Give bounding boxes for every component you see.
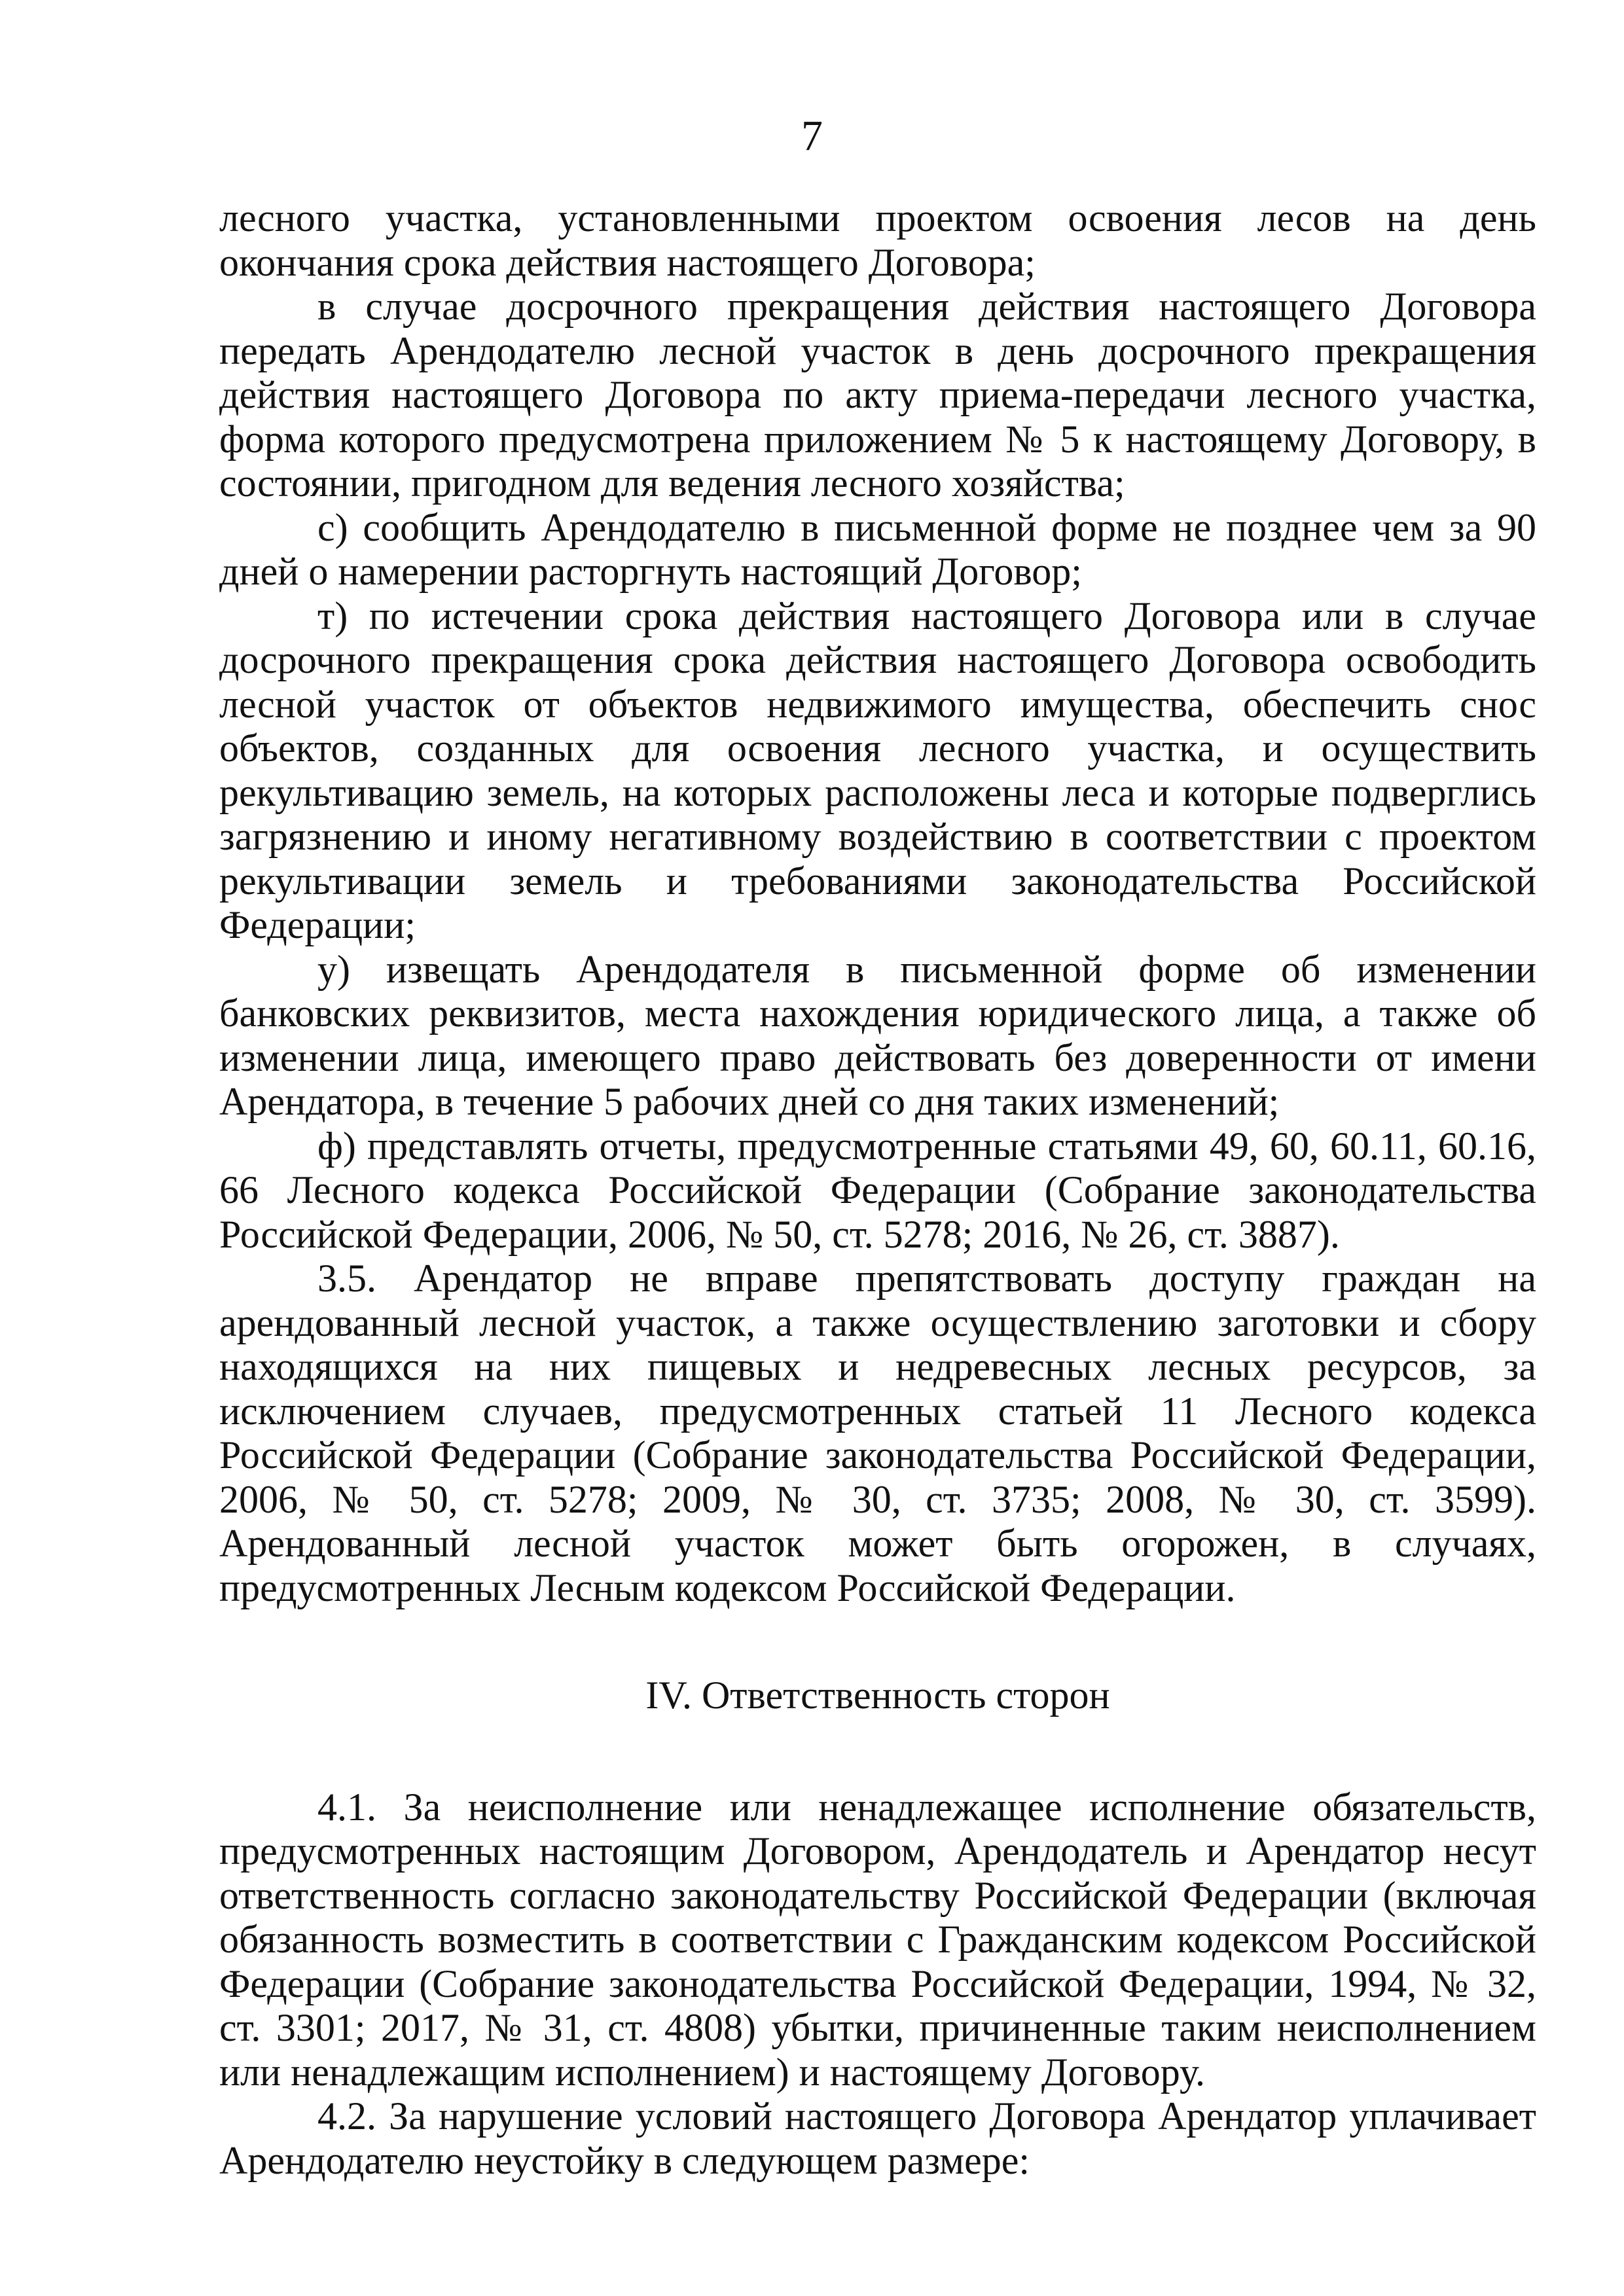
section-title: IV. Ответственность сторон bbox=[645, 1674, 1110, 1717]
paragraph-4-2: 4.2. За нарушение условий настоящего Договора Арендатор уплачивает Арендодателю неустойку в следующем размере: bbox=[219, 2094, 1536, 2182]
paragraph-item-s: с) сообщить Арендодателю в письменной форме не позднее чем за 90 дней о намерении расторгнуть настоящий Договор; bbox=[219, 505, 1536, 593]
paragraph-early-termination: в случае досрочного прекращения действия настоящего Договора передать Арендодателю лесной участок в день досрочного прекращения действия настоящего Договора по акту приема-передачи лесного участка, форма которого предусмотрена приложением № 5 к настоящему Договору, в состоянии, пригодном для ведения лесного хозяйства; bbox=[219, 285, 1536, 505]
paragraph-continuation: лесного участка, установленными проектом освоения лесов на день окончания срока действия настоящего Договора; bbox=[219, 196, 1536, 284]
paragraph-item-t: т) по истечении срока действия настоящего Договора или в случае досрочного прекращения срока действия настоящего Договора освободить лесной участок от объектов недвижимого имущества, обеспечить снос объектов, созданных для освоения лесного участка, и осуществить рекультивацию земель, на которых расположены леса и которые подверглись загрязнению и иному негативному воздействию в соответствии с проектом рекультивации земель и требованиями законодательства Российской Федерации; bbox=[219, 594, 1536, 946]
paragraph-item-f: ф) представлять отчеты, предусмотренные статьями 49, 60, 60.11, 60.16, 66 Лесного кодекса Российской Федерации (Собрание законодательства Российской Федерации, 2006, № 50, ст. 5278; 2016, № 26, ст. 3887). bbox=[219, 1124, 1536, 1256]
paragraph-3-5: 3.5. Арендатор не вправе препятствовать доступу граждан на арендованный лесной участок, а также осуществлению заготовки и сбору находящихся на них пищевых и недревесных лесных ресурсов, за исключением случаев, предусмотренных статьей 11 Лесного кодекса Российской Федерации (Собрание законодательства Российской Федерации, 2006, № 50, ст. 5278; 2009, № 30, ст. 3735; 2008, № 30, ст. 3599). Арендованный лесной участок может быть огорожен, в случаях, предусмотренных Лесным кодексом Российской Федерации. bbox=[219, 1257, 1536, 1609]
paragraph-item-u: у) извещать Арендодателя в письменной форме об изменении банковских реквизитов, места нахождения юридического лица, а также об изменении лица, имеющего право действовать без доверенности от имени Арендатора, в течение 5 рабочих дней со дня таких изменений; bbox=[219, 947, 1536, 1123]
paragraph-4-1: 4.1. За неисполнение или ненадлежащее исполнение обязательств, предусмотренных настоящим Договором, Арендодатель и Арендатор несут ответственность согласно законодательству Российской Федерации (включая обязанность возместить в соответствии с Гражданским кодексом Российской Федерации (Собрание законодательства Российской Федерации, 1994, № 32, ст. 3301; 2017, № 31, ст. 4808) убытки, причиненные таким неисполнением или ненадлежащим исполнением) и настоящему Договору. bbox=[219, 1785, 1536, 2094]
page-number: 7 bbox=[801, 112, 823, 160]
document-body bbox=[219, 196, 1536, 2183]
